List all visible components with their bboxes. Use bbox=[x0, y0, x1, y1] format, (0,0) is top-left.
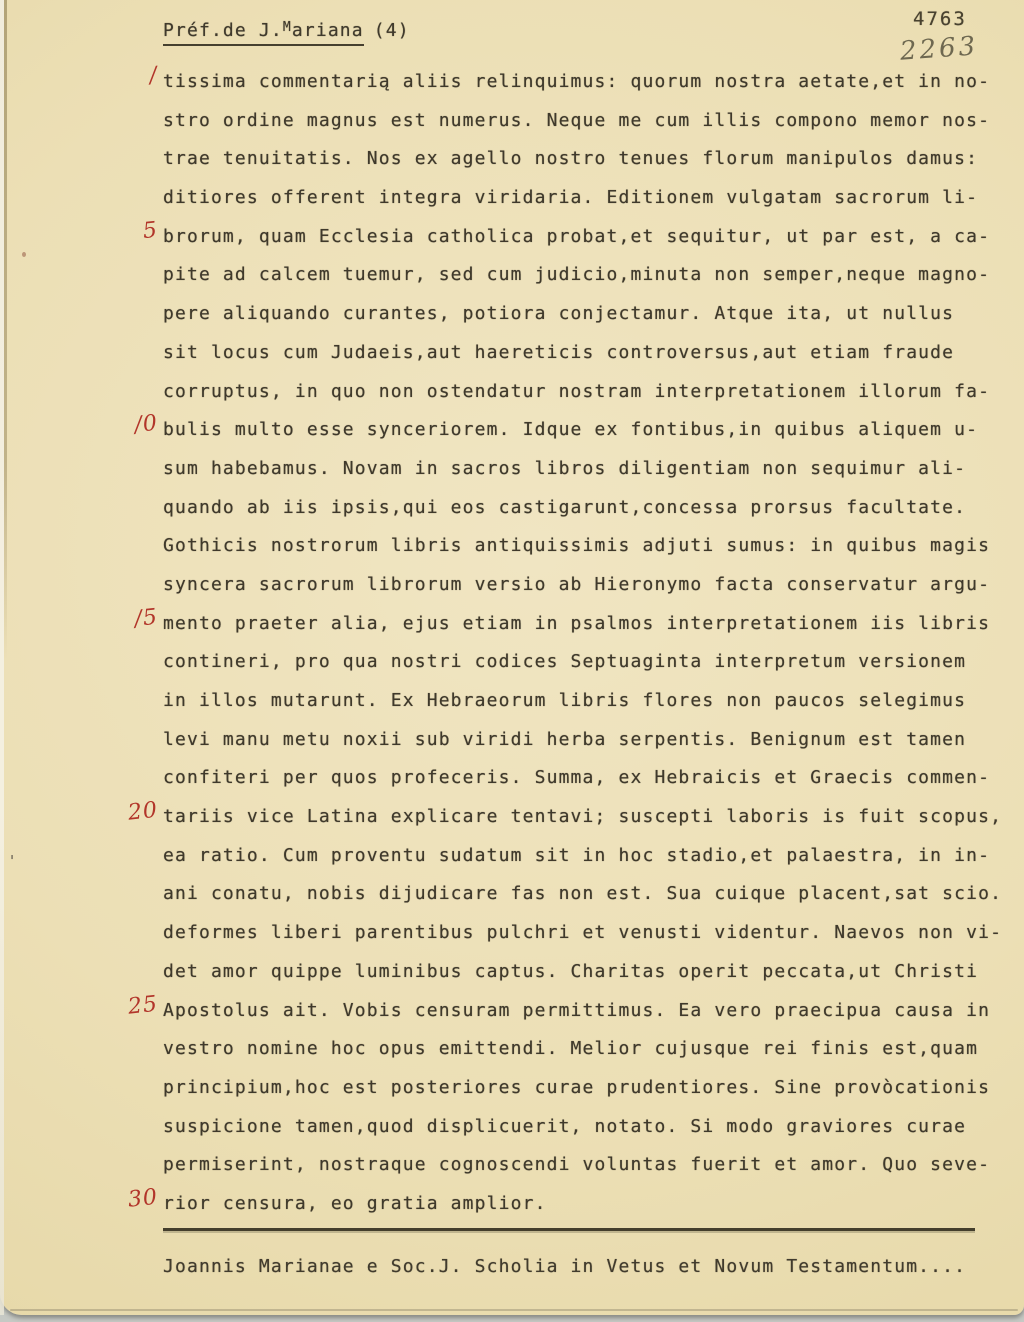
margin-line-number-30: 30 bbox=[126, 1184, 160, 1213]
margin-line-number-1: / bbox=[148, 62, 160, 89]
margin-line-number-25: 25 bbox=[126, 991, 160, 1020]
page-title-prefix: Préf.de J. bbox=[163, 20, 283, 41]
text-line-16: contineri, pro qua nostri codices Septuaginta interpretum versionem bbox=[163, 651, 967, 673]
scan-left-shadow bbox=[4, 0, 7, 660]
footer-divider bbox=[163, 1228, 975, 1231]
margin-line-number-10: /0 bbox=[133, 410, 160, 439]
text-line-7: pere aliquando curantes, potiora conjectamur. Atque ita, ut nullus bbox=[163, 303, 955, 325]
text-line-25: Apostolus ait. Vobis censuram permittimus. Ea vero praecipua causa in bbox=[163, 999, 991, 1021]
margin-line-number-5: 5 bbox=[141, 217, 160, 244]
paper-speck-mark: ' bbox=[10, 852, 15, 870]
body-text bbox=[163, 70, 1013, 1231]
text-line-5: brorum, quam Ecclesia catholica probat,et sequitur, ut par est, a ca- bbox=[163, 225, 991, 247]
margin-line-number-20: 20 bbox=[126, 797, 160, 826]
text-line-11: sum habebamus. Novam in sacros libros diligentiam non sequimur ali- bbox=[163, 457, 967, 479]
footer-source-line: Joannis Marianae e Soc.J. Scholia in Vetus et Novum Testamentum.... bbox=[163, 1256, 967, 1277]
text-line-22: ani conatu, nobis dijudicare fas non est. Sua cuique placent,sat scio. bbox=[163, 883, 1003, 905]
text-line-13: Gothicis nostrorum libris antiquissimis adjuti sumus: in quibus magis bbox=[163, 535, 991, 557]
paper-speck-dot bbox=[22, 252, 26, 257]
page-title-underlined bbox=[163, 20, 364, 46]
page-number-handwritten: 2263 bbox=[899, 31, 980, 67]
text-line-21: ea ratio. Cum proventu sudatum sit in hoc stadio,et palaestra, in in- bbox=[163, 844, 991, 866]
page-title bbox=[163, 20, 410, 41]
text-line-2: stro ordine magnus est numerus. Neque me cum illis compono memor nos- bbox=[163, 109, 991, 131]
text-line-15: mento praeter alia, ejus etiam in psalmos interpretationem iis libris bbox=[163, 612, 991, 634]
text-line-12: quando ab iis ipsis,qui eos castigarunt,concessa prorsus facultate. bbox=[163, 496, 967, 518]
text-line-19: confiteri per quos profeceris. Summa, ex Hebraicis et Graecis commen- bbox=[163, 767, 991, 789]
text-line-18: levi manu metu noxii sub viridi herba serpentis. Benignum est tamen bbox=[163, 728, 967, 750]
paper-bottom-edge bbox=[10, 1309, 1018, 1311]
text-line-26: vestro nomine hoc opus emittendi. Melior cujusque rei finis est,quam bbox=[163, 1038, 979, 1060]
text-line-24: det amor quippe luminibus captus. Charitas operit peccata,ut Christi bbox=[163, 960, 979, 982]
page-number-typed: 4763 bbox=[913, 8, 967, 30]
text-line-6: pite ad calcem tuemur, sed cum judicio,minuta non semper,neque magno- bbox=[163, 264, 991, 286]
text-line-27: principium,hoc est posteriores curae prudentiores. Sine provòcationis bbox=[163, 1076, 991, 1098]
margin-line-number-15: /5 bbox=[133, 604, 160, 632]
text-line-8: sit locus cum Judaeis,aut haereticis controversus,aut etiam fraude bbox=[163, 341, 955, 363]
text-line-9: corruptus, in quo non ostendatur nostram interpretationem illorum fa- bbox=[163, 380, 991, 402]
page-title-superscript-m: M bbox=[282, 20, 292, 35]
text-line-1: tissima commentarią aliis relinquimus: quorum nostra aetate,et in no- bbox=[163, 71, 991, 92]
text-line-30: rior censura, eo gratia amplior. bbox=[163, 1192, 547, 1214]
page-title-suffix: (4) bbox=[373, 20, 410, 41]
text-line-10: bulis multo esse synceriorem. Idque ex fontibus,in quibus aliquem u- bbox=[163, 419, 979, 441]
text-line-4: ditiores offerent integra viridaria. Editionem vulgatam sacrorum li- bbox=[163, 187, 979, 209]
page-title-rest: ariana bbox=[291, 20, 364, 41]
text-line-14: syncera sacrorum librorum versio ab Hieronymo facta conservatur argu- bbox=[163, 573, 991, 595]
text-line-29: permiserint, nostraque cognoscendi voluntas fuerit et amor. Quo seve- bbox=[163, 1154, 991, 1176]
text-line-28: suspicione tamen,quod displicuerit, notato. Si modo graviores curae bbox=[163, 1115, 967, 1137]
text-line-3: trae tenuitatis. Nos ex agello nostro tenues florum manipulos damus: bbox=[163, 148, 979, 170]
text-line-17: in illos mutarunt. Ex Hebraeorum libris flores non paucos selegimus bbox=[163, 690, 967, 711]
text-line-20: tariis vice Latina explicare tentavi; suscepti laboris is fuit scopus, bbox=[163, 806, 1003, 828]
text-line-23: deformes liberi parentibus pulchri et venusti videntur. Naevos non vi- bbox=[163, 922, 1003, 944]
